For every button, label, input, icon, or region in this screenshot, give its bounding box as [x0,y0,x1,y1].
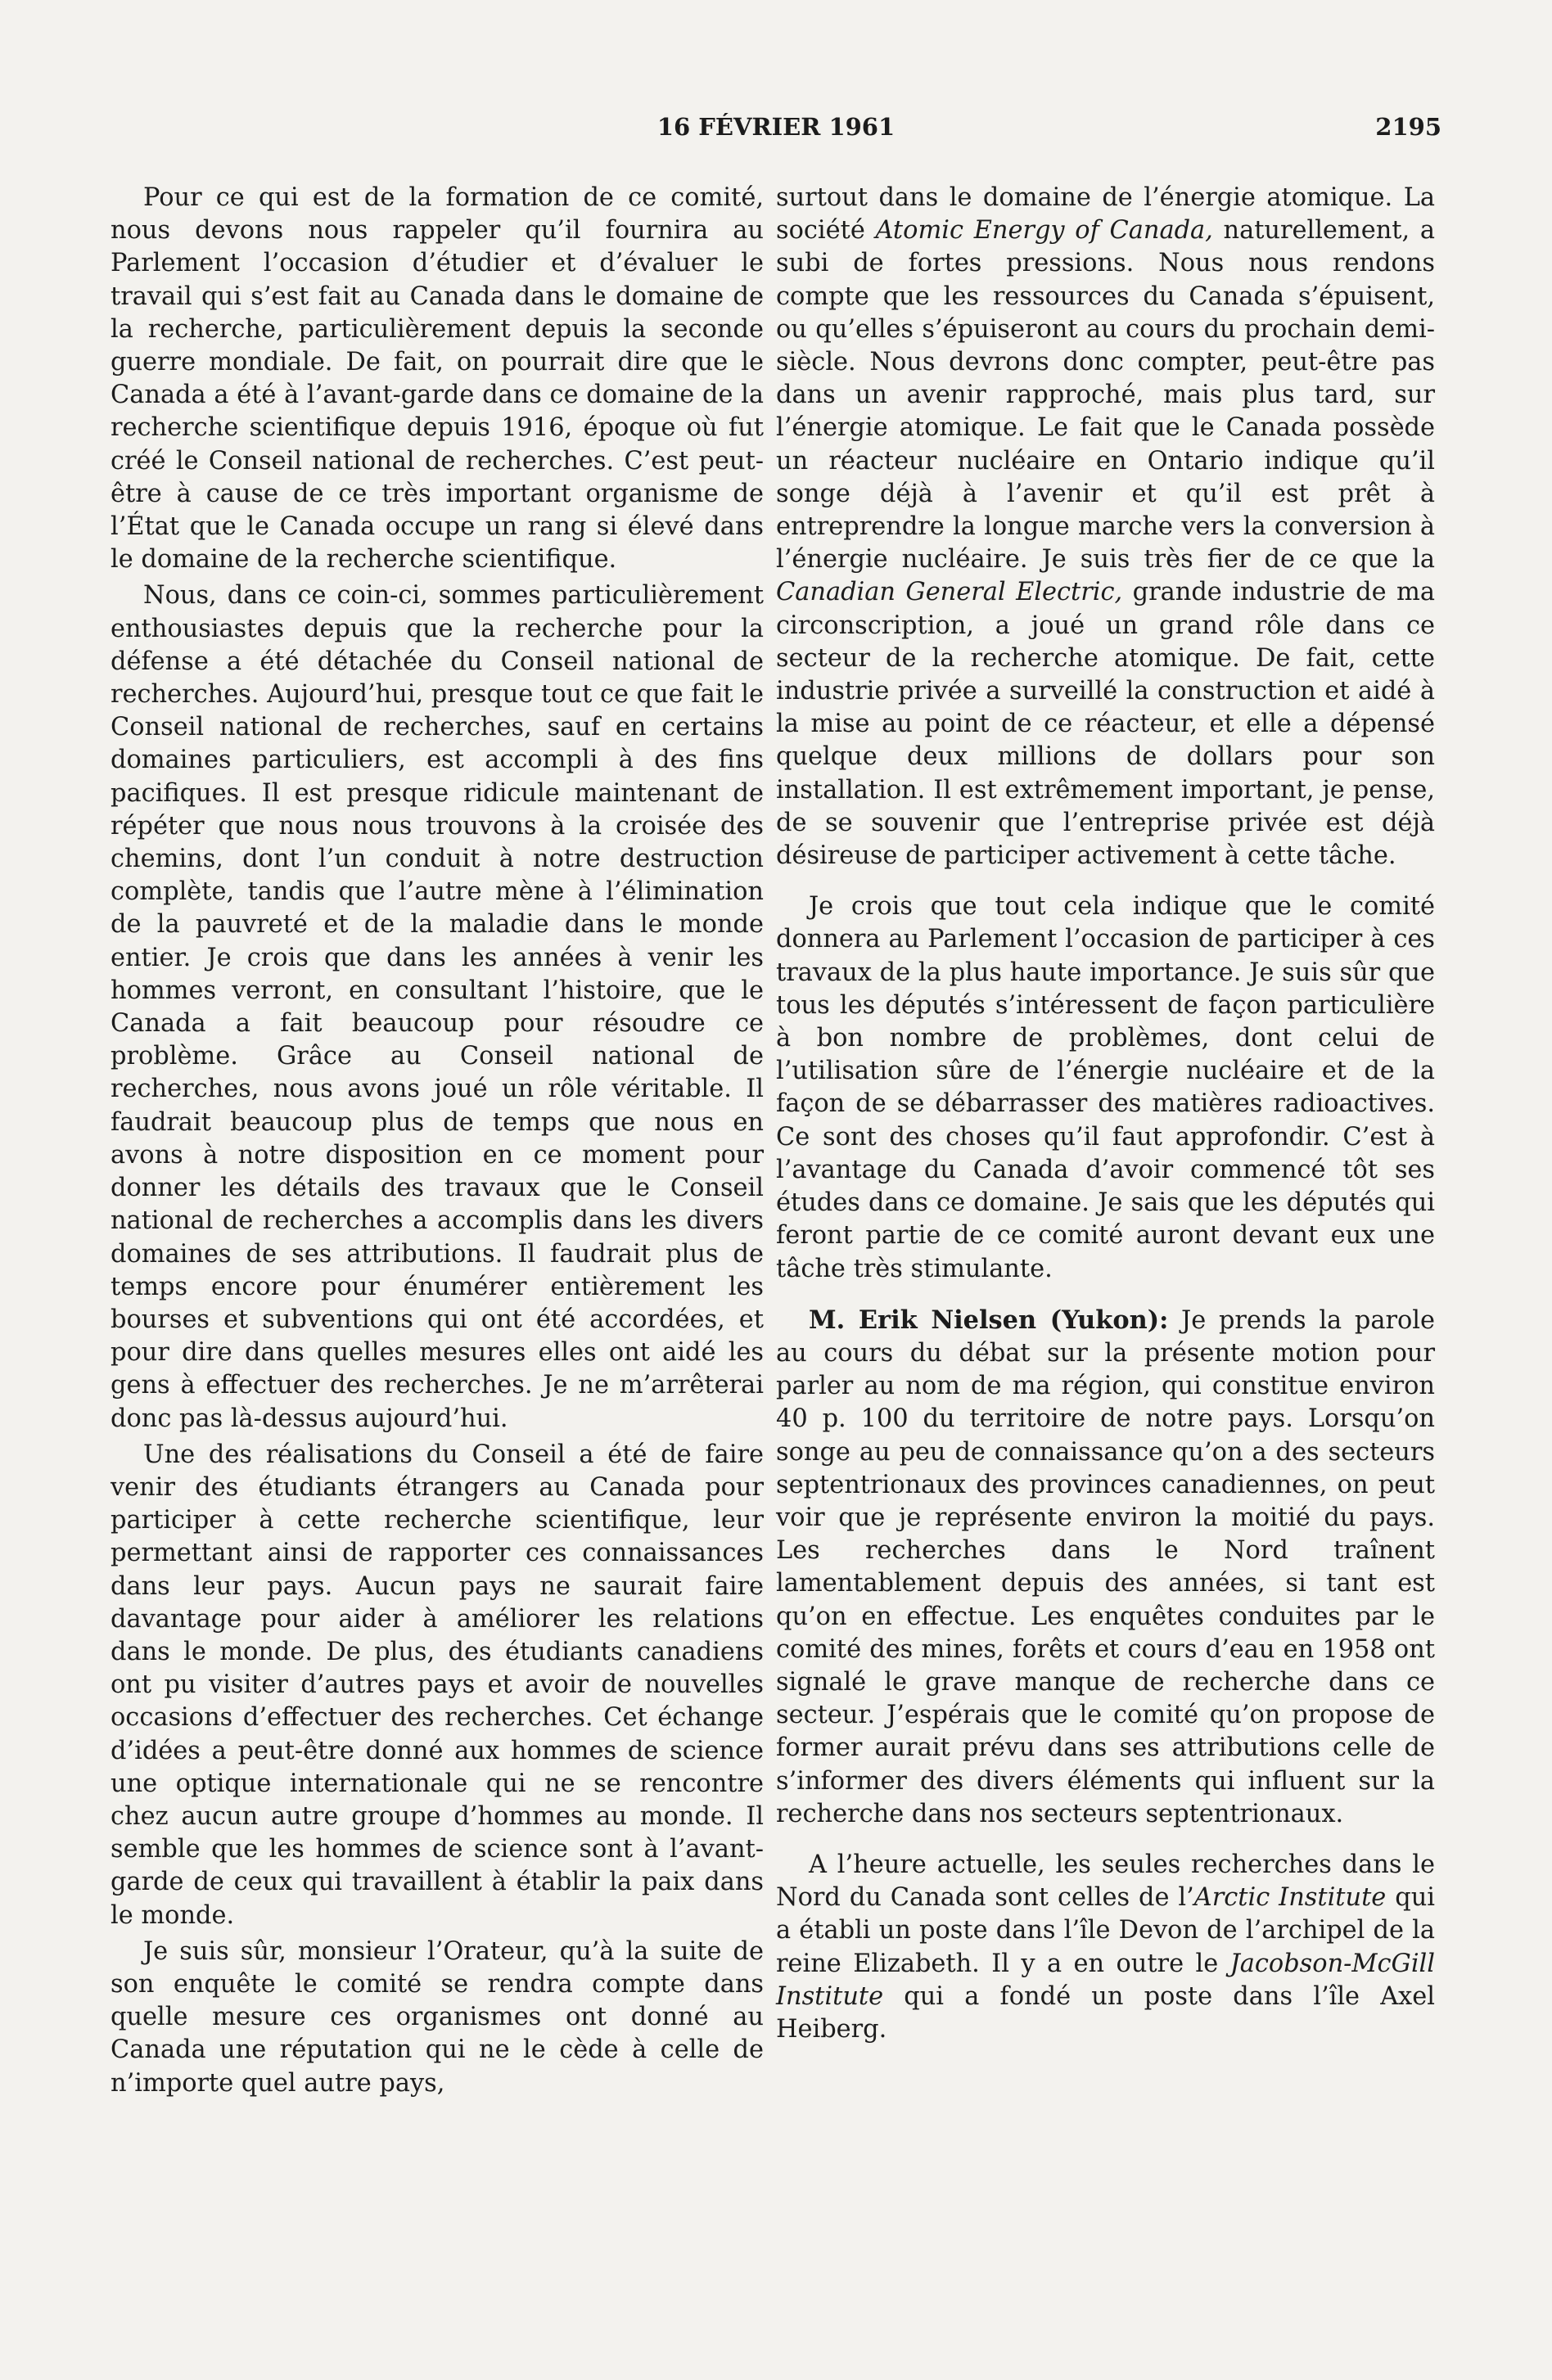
page-number: 2195 [1375,113,1441,141]
paragraph: Je suis sûr, monsieur l’Orateur, qu’à la suite de son enquête le comité se rendra compte dans quelle mesure ces organismes ont donné au Canada une réputation qui ne le cède à celle de n’importe quel autre pays, [111,1936,764,2098]
institute-name: Arctic Institute [1193,1883,1387,1913]
paragraph: Pour ce qui est de la formation de ce comité, nous devons nous rappeler qu’il fournira au Parlement l’occasion d’étudier et d’évaluer le travail qui s’est fait au Canada dans le domaine de la recherche, particulièrement depuis la seconde guerre mondiale. De fait, on pourrait dire que le Canada a été à l’avant-garde dans ce domaine de la recherche scientifique depuis 1916, époque où fut créé le Conseil national de recherches. C’est peut-être à cause de ce très important organisme de l’État que le Canada occupe un rang si élevé dans le domaine de la recherche scientifique. [111,183,764,575]
right-column [776,182,1435,2046]
company-name: Canadian General Electric, [776,578,1123,607]
paragraph: Une des réalisations du Conseil a été de faire venir des étudiants étrangers au Canada pour participer à cette recherche scientifique, leur permettant ainsi de rapporter ces connaissances dans leur pays. Aucun pays ne saurait faire davantage pour aider à améliorer les relations dans le monde. De plus, des étudiants canadiens ont pu visiter d’autres pays et avoir de nouvelles occasions d’effectuer des recherches. Cet échange d’idées a peut-être donné aux hommes de science une optique internationale qui ne se rencontre chez aucun autre groupe d’hommes au monde. Il semble que les hommes de science sont à l’avant-garde de ceux qui travaillent à établir la paix dans le monde. [111,1440,764,1930]
left-column [111,182,764,2100]
text-run: surtout dans le domaine de l’énergie atomique. La société [776,183,1435,246]
page-header [111,113,1441,162]
company-name: Atomic Energy of Canada, [875,216,1213,246]
paragraph [776,1849,1435,2046]
text-run: qui a fondé un poste dans l’île Axel Heiberg. [776,1981,1435,2044]
text-run: naturellement, a subi de fortes pressions. Nous nous rendons compte que les ressources du Canada s’épuisent, ou qu’elles s’épuiseront au cours du prochain demi-siècle. Nous devrons donc compter, peut-être pas dans un avenir rapproché, mais plus tard, sur l’énergie atomique. Le fait que le Canada possède un réacteur nucléaire en Ontario indique qu’il songe déjà à l’avenir et qu’il est prêt à entreprendre la longue marche vers la conversion à l’énergie nucléaire. Je suis très fier de ce que la [776,216,1435,575]
paragraph: Je crois que tout cela indique que le comité donnera au Parlement l’occasion de participer à ces travaux de la plus haute importance. Je suis sûr que tous les députés s’intéressent de façon particulière à bon nombre de problèmes, dont celui de l’utilisation sûre de l’énergie nucléaire et de la façon de se débarrasser des matières radioactives. Ce sont des choses qu’il faut approfondir. C’est à l’avantage du Canada d’avoir commencé tôt ses études dans ce domaine. Je sais que les députés qui feront partie de ce comité auront devant eux une tâche très stimulante. [776,892,1435,1283]
text-run: qui a établi un poste dans l’île Devon de l’archipel de la reine Elizabeth. Il y a en outre le [776,1883,1435,1978]
paragraph: Nous, dans ce coin-ci, sommes particulièrement enthousiastes depuis que la recherche pour la défense a été détachée du Conseil national de recherches. Aujourd’hui, presque tout ce que fait le Conseil national de recherches, sauf en certains domaines particuliers, est accompli à des fins pacifiques. Il est presque ridicule maintenant de répéter que nous nous trouvons à la croisée des chemins, dont l’un conduit à notre destruction complète, tandis que l’autre mène à l’élimination de la pauvreté et de la maladie dans le monde entier. Je crois que dans les années à venir les hommes verront, en consultant l’histoire, que le Canada a fait beaucoup pour résoudre ce problème. Grâce au Conseil national de recherches, nous avons joué un rôle véritable. Il faudrait beaucoup plus de temps que nous en avons à notre disposition en ce moment pour donner les détails des travaux que le Conseil national de recherches a accomplis dans les divers domaines de ses attributions. Il faudrait plus de temps encore pour énumérer entièrement les bourses et subventions qui ont été accordées, et pour dire dans quelles mesures elles ont aidé les gens à effectuer des recherches. Je ne m’arrêterai donc pas là-dessus aujourd’hui. [111,581,764,1433]
text-run: A l’heure actuelle, les seules recherches dans le Nord du Canada sont celles de l’ [776,1850,1435,1913]
header-date: 16 FÉVRIER 1961 [656,113,896,141]
paragraph [776,1304,1435,1831]
institute-name: Jacobson-McGill Institute [776,1949,1435,2011]
paragraph [776,182,1435,872]
text-run: Je prends la parole au cours du débat sur la présente motion pour parler au nom de ma région, qui constitue environ 40 p. 100 du territoire de notre pays. Lorsqu’on songe au peu de connaissance qu’on a des secteurs septentrionaux des provinces canadiennes, on peut voir que je représente environ la moitié du pays. Les recherches dans le Nord traînent lamentablement depuis des années, si tant est qu’on en effectue. Les enquêtes conduites par le comité des mines, forêts et cours d’eau en 1958 ont signalé le grave manque de recherche dans ce secteur. J’espérais que le comité qu’on propose de former aurait prévu dans ses attributions celle de s’informer des divers éléments qui influent sur la recherche dans nos secteurs septentrionaux. [776,1305,1436,1828]
speaker-name: M. Erik Nielsen (Yukon): [809,1305,1169,1335]
text-run: grande industrie de ma circonscription, a joué un grand rôle dans ce secteur de la recherche atomique. De fait, cette industrie privée a surveillé la construction et aidé à la mise au point de ce réacteur, et elle a dépensé quelque deux millions de dollars pour son installation. Il est extrêmement important, je pense, de se souvenir que l’entreprise privée est déjà désireuse de participer activement à cette tâche. [776,578,1435,871]
